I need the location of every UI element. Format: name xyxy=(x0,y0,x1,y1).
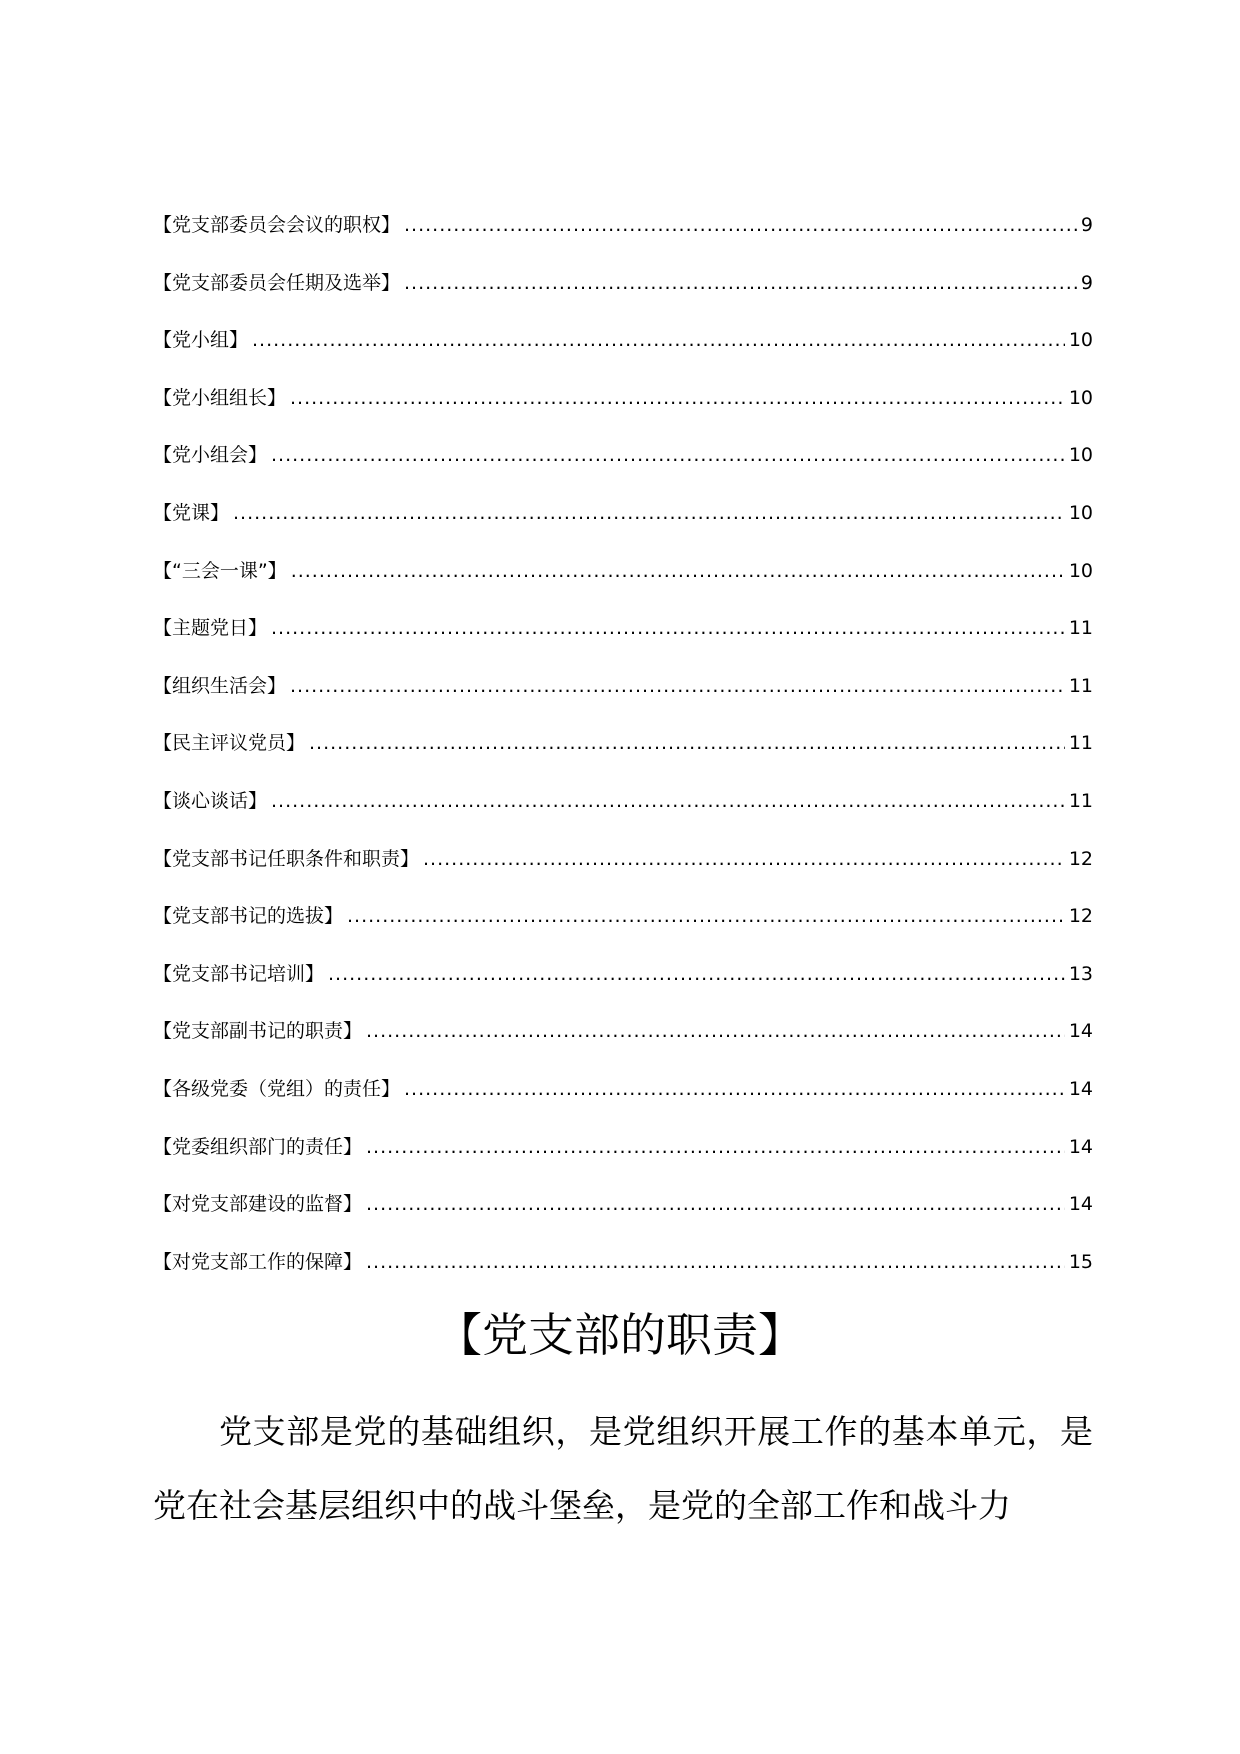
toc-page-number: 14 xyxy=(1068,1135,1093,1158)
toc-entry[interactable] xyxy=(153,1074,1093,1132)
toc-entry-title: 【各级党委（党组）的责任】 xyxy=(153,1077,401,1100)
toc-page-number: 12 xyxy=(1068,905,1093,928)
toc-entry[interactable] xyxy=(153,556,1093,614)
toc-entry[interactable] xyxy=(153,440,1093,498)
toc-page-number: 13 xyxy=(1068,962,1093,985)
toc-entry-title: 【谈心谈话】 xyxy=(153,789,268,812)
toc-leader-dots xyxy=(233,502,1065,524)
toc-page-number: 11 xyxy=(1068,789,1093,812)
toc-entry-title: 【党小组会】 xyxy=(153,444,268,467)
toc-entry[interactable] xyxy=(153,1132,1093,1190)
toc-entry-title: 【党支部书记培训】 xyxy=(153,962,325,985)
toc-entry[interactable] xyxy=(153,671,1093,729)
toc-entry-title: 【党支部委员会任期及选举】 xyxy=(153,271,401,294)
toc-entry[interactable] xyxy=(153,728,1093,786)
toc-entry[interactable] xyxy=(153,498,1093,556)
toc-leader-dots xyxy=(291,560,1065,582)
toc-entry[interactable] xyxy=(153,325,1093,383)
toc-leader-dots xyxy=(252,329,1065,351)
toc-leader-dots xyxy=(271,444,1065,466)
toc-entry[interactable] xyxy=(153,1189,1093,1247)
toc-entry[interactable] xyxy=(153,901,1093,959)
toc-page-number: 10 xyxy=(1068,444,1093,467)
toc-entry-title: 【党课】 xyxy=(153,501,230,524)
toc-leader-dots xyxy=(404,214,1077,236)
toc-entry[interactable] xyxy=(153,383,1093,441)
toc-leader-dots xyxy=(290,675,1065,697)
toc-entry-title: 【党小组组长】 xyxy=(153,386,287,409)
toc-page-number: 9 xyxy=(1080,271,1093,294)
toc-page-number: 15 xyxy=(1068,1250,1093,1273)
toc-leader-dots xyxy=(366,1251,1065,1273)
toc-page-number: 10 xyxy=(1068,559,1093,582)
toc-leader-dots xyxy=(404,272,1077,294)
table-of-contents xyxy=(153,210,1093,1304)
toc-page-number: 12 xyxy=(1068,847,1093,870)
toc-entry[interactable] xyxy=(153,613,1093,671)
toc-page-number: 10 xyxy=(1068,386,1093,409)
toc-entry-title: 【党委组织部门的责任】 xyxy=(153,1135,363,1158)
toc-leader-dots xyxy=(271,617,1065,639)
toc-leader-dots xyxy=(328,963,1065,985)
toc-page-number: 9 xyxy=(1080,214,1093,236)
toc-entry[interactable] xyxy=(153,1247,1093,1305)
toc-entry[interactable] xyxy=(153,844,1093,902)
toc-entry[interactable] xyxy=(153,210,1093,268)
toc-leader-dots xyxy=(366,1136,1065,1158)
toc-leader-dots xyxy=(271,790,1065,812)
toc-entry-title: 【党支部委员会会议的职权】 xyxy=(153,214,401,236)
toc-page-number: 10 xyxy=(1068,329,1093,352)
toc-leader-dots xyxy=(404,1078,1065,1100)
toc-leader-dots xyxy=(366,1020,1065,1042)
toc-entry[interactable] xyxy=(153,959,1093,1017)
toc-entry[interactable] xyxy=(153,786,1093,844)
toc-entry-title: 【主题党日】 xyxy=(153,617,268,640)
toc-leader-dots xyxy=(290,387,1065,409)
toc-entry-title: 【“三会一课”】 xyxy=(153,559,287,582)
section-heading: 【党支部的职责】 xyxy=(436,1308,804,1362)
toc-page-number: 14 xyxy=(1068,1077,1093,1100)
toc-leader-dots xyxy=(366,1193,1065,1215)
toc-entry[interactable] xyxy=(153,268,1093,326)
toc-page-number: 10 xyxy=(1068,501,1093,524)
body-paragraph: 党支部是党的基础组织，是党组织开展工作的基本单元，是党在社会基层组织中的战斗堡垒，是党的全部工作和战斗力 xyxy=(153,1412,1093,1525)
toc-entry-title: 【组织生活会】 xyxy=(153,674,287,697)
toc-page-number: 11 xyxy=(1068,732,1093,755)
toc-entry[interactable] xyxy=(153,1016,1093,1074)
toc-entry-title: 【党支部副书记的职责】 xyxy=(153,1020,363,1043)
toc-entry-title: 【对党支部工作的保障】 xyxy=(153,1250,363,1273)
toc-page-number: 14 xyxy=(1068,1193,1093,1216)
toc-leader-dots xyxy=(347,905,1065,927)
toc-entry-title: 【党支部书记的选拔】 xyxy=(153,905,344,928)
toc-leader-dots xyxy=(423,848,1065,870)
toc-entry-title: 【党小组】 xyxy=(153,329,249,352)
toc-page-number: 11 xyxy=(1068,617,1093,640)
toc-entry-title: 【对党支部建设的监督】 xyxy=(153,1193,363,1216)
toc-leader-dots xyxy=(309,732,1065,754)
toc-page-number: 14 xyxy=(1068,1020,1093,1043)
toc-entry-title: 【党支部书记任职条件和职责】 xyxy=(153,847,420,870)
toc-entry-title: 【民主评议党员】 xyxy=(153,732,306,755)
toc-page-number: 11 xyxy=(1068,674,1093,697)
